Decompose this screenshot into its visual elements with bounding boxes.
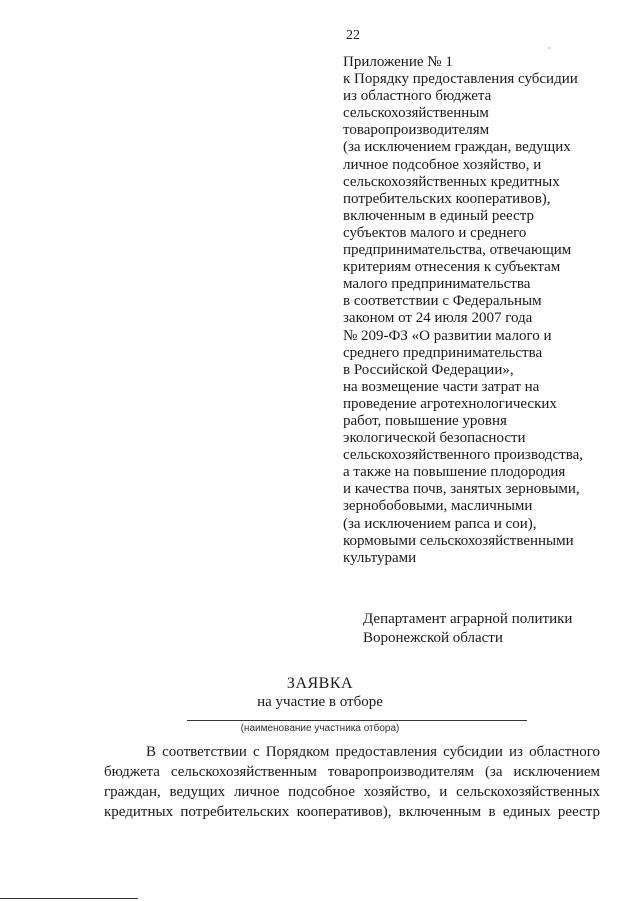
appendix-line: культурами: [343, 549, 417, 566]
appendix-line: кормовыми сельскохозяйственными: [343, 532, 574, 549]
participant-name-field-line: [187, 720, 527, 721]
body-line: бюджета сельскохозяйственным товаропроизводителям (за исключением: [104, 764, 600, 780]
appendix-line: законом от 24 июля 2007 года: [343, 310, 533, 327]
addressee-block: [363, 610, 572, 647]
appendix-line: проведение агротехнологических: [343, 395, 557, 412]
appendix-line: в соответствии с Федеральным: [343, 293, 542, 310]
appendix-line: критериям отнесения к субъектам: [343, 259, 561, 276]
appendix-line: Приложение № 1: [343, 54, 453, 70]
appendix-line: сельскохозяйственных кредитных: [343, 173, 560, 190]
appendix-line: (за исключением рапса и сои),: [343, 515, 537, 532]
body-line: граждан, ведущих личное подсобное хозяйство, и сельскохозяйственных: [104, 784, 600, 800]
appendix-line: предпринимательства, отвечающим: [343, 242, 572, 259]
appendix-line: экологической безопасности: [343, 430, 526, 447]
appendix-line: и качества почв, занятых зерновыми,: [343, 481, 580, 498]
footnote-separator: [0, 898, 138, 899]
appendix-line: № 209-ФЗ «О развитии малого и: [343, 327, 552, 344]
appendix-line: к Порядку предоставления субсидии: [343, 71, 578, 88]
addressee-line: Департамент аграрной политики: [363, 611, 573, 627]
appendix-line: субъектов малого и среднего: [343, 224, 527, 241]
participant-name-caption: (наименование участника отбора): [240, 723, 400, 734]
appendix-line: работ, повышение уровня: [343, 412, 507, 429]
appendix-line: сельскохозяйственного производства,: [343, 447, 584, 464]
appendix-line: зернобобовыми, масличными: [343, 498, 533, 515]
appendix-line: среднего предпринимательства: [343, 344, 543, 361]
appendix-line: включенным в единый реестр: [343, 207, 534, 224]
appendix-line: сельскохозяйственным: [343, 105, 489, 122]
appendix-block: [343, 54, 633, 567]
appendix-line: в Российской Федерации»,: [343, 361, 514, 378]
body-paragraph: [104, 742, 600, 822]
appendix-line: на возмещение части затрат на: [343, 378, 540, 395]
appendix-line: а также на повышение плодородия: [343, 464, 566, 481]
appendix-line: (за исключением граждан, ведущих: [343, 139, 571, 156]
appendix-line: личное подсобное хозяйство, и: [343, 156, 542, 173]
appendix-line: малого предпринимательства: [343, 276, 531, 293]
page-number: 22: [346, 28, 360, 43]
application-subtitle: на участие в отборе: [257, 694, 383, 710]
addressee-line: Воронежской области: [363, 629, 503, 646]
scan-speck: [548, 47, 550, 49]
appendix-line: из областного бюджета: [343, 88, 492, 105]
body-line: В соответствии с Порядком предоставления субсидии из областного: [146, 744, 600, 760]
appendix-line: товаропроизводителям: [343, 122, 490, 139]
application-title: ЗАЯВКА: [286, 675, 354, 692]
appendix-line: потребительских кооперативов),: [343, 190, 551, 207]
body-line: кредитных потребительских кооперативов), включенным в единых реестр: [104, 804, 600, 820]
